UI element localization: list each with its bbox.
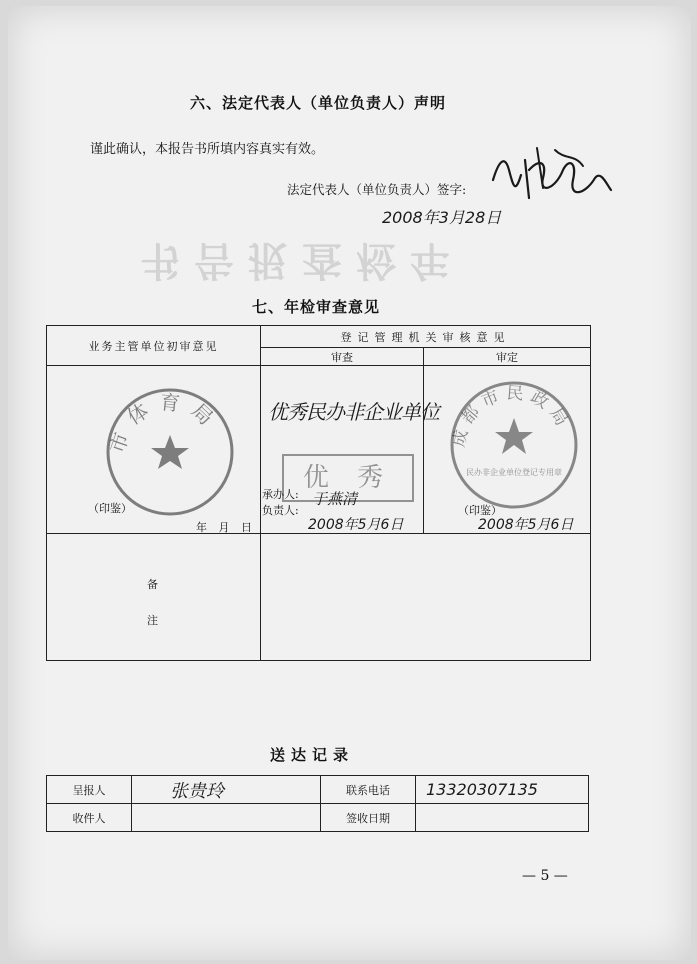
svg-text:市体育局 — [105, 390, 226, 456]
sign-date: 2008年3月28日 — [382, 208, 502, 227]
handler-signature: 于燕清 — [312, 490, 358, 508]
submitter-value-cell — [132, 776, 321, 804]
delivery-table — [46, 775, 589, 832]
decision-subheader-cell — [424, 348, 591, 366]
submitter-label: 呈报人 — [72, 783, 106, 797]
remarks-char-1: 备 — [147, 578, 158, 591]
remarks-label-cell — [47, 534, 261, 661]
delivery-title: 送达记录 — [270, 746, 355, 764]
phone-label-cell — [321, 776, 416, 804]
review-subheader-cell — [261, 348, 424, 366]
receipt-date-label: 签收日期 — [346, 811, 390, 825]
left-header-cell — [47, 326, 261, 366]
page-number: — 5 — — [522, 868, 568, 884]
section6-title: 六、法定代表人（单位负责人）声明 — [190, 94, 447, 112]
submitter-label-cell — [47, 776, 132, 804]
decision-subheader: 审定 — [496, 350, 518, 364]
signature-label: 法定代表人（单位负责人）签字: — [287, 182, 467, 197]
review-subheader: 审查 — [331, 350, 353, 364]
decision-date: 2008年5月6日 — [478, 517, 574, 533]
receiver-label: 收件人 — [72, 811, 106, 825]
phone-value-cell — [416, 776, 589, 804]
remarks-char-2: 注 — [147, 614, 158, 627]
receipt-date-value-cell — [416, 804, 589, 832]
right-seal-label: （印鉴） — [458, 504, 502, 517]
phone-label: 联系电话 — [346, 783, 390, 797]
handler-label: 承办人: — [262, 488, 299, 501]
left-seal-label: （印鉴） — [88, 502, 132, 515]
right-seal-text: 成都市民政局 — [449, 383, 575, 449]
review-date: 2008年5月6日 — [308, 517, 404, 533]
submitter-name: 张贵玲 — [170, 780, 224, 802]
receiver-label-cell — [47, 804, 132, 832]
phone-value: 13320307135 — [426, 780, 538, 799]
receipt-date-label-cell — [321, 804, 416, 832]
remarks-content-cell — [261, 534, 591, 661]
civil-affairs-seal — [447, 378, 581, 512]
excellent-stamp: 优 秀 — [282, 454, 414, 502]
left-seal-text: 市体育局 — [104, 389, 226, 457]
receiver-value-cell — [132, 804, 321, 832]
section7-title: 七、年检审查意见 — [252, 298, 381, 316]
review-comment: 优秀民办非企业单位 — [268, 400, 439, 424]
legal-rep-signature — [485, 140, 615, 215]
responsible-label: 负责人: — [262, 504, 299, 517]
sports-bureau-seal — [100, 380, 240, 520]
right-header: 登记管理机关审核意见 — [340, 330, 511, 344]
right-seal-sub: 民办非企业单位登记专用章 — [466, 468, 562, 477]
right-header-cell — [261, 326, 591, 348]
left-header: 业务主管单位初审意见 — [88, 339, 219, 353]
left-date: 年 月 日 — [196, 521, 256, 534]
show-through-text: 书告报查检年 — [140, 237, 464, 284]
statement-text: 谨此确认，本报告书所填内容真实有效。 — [90, 142, 325, 157]
